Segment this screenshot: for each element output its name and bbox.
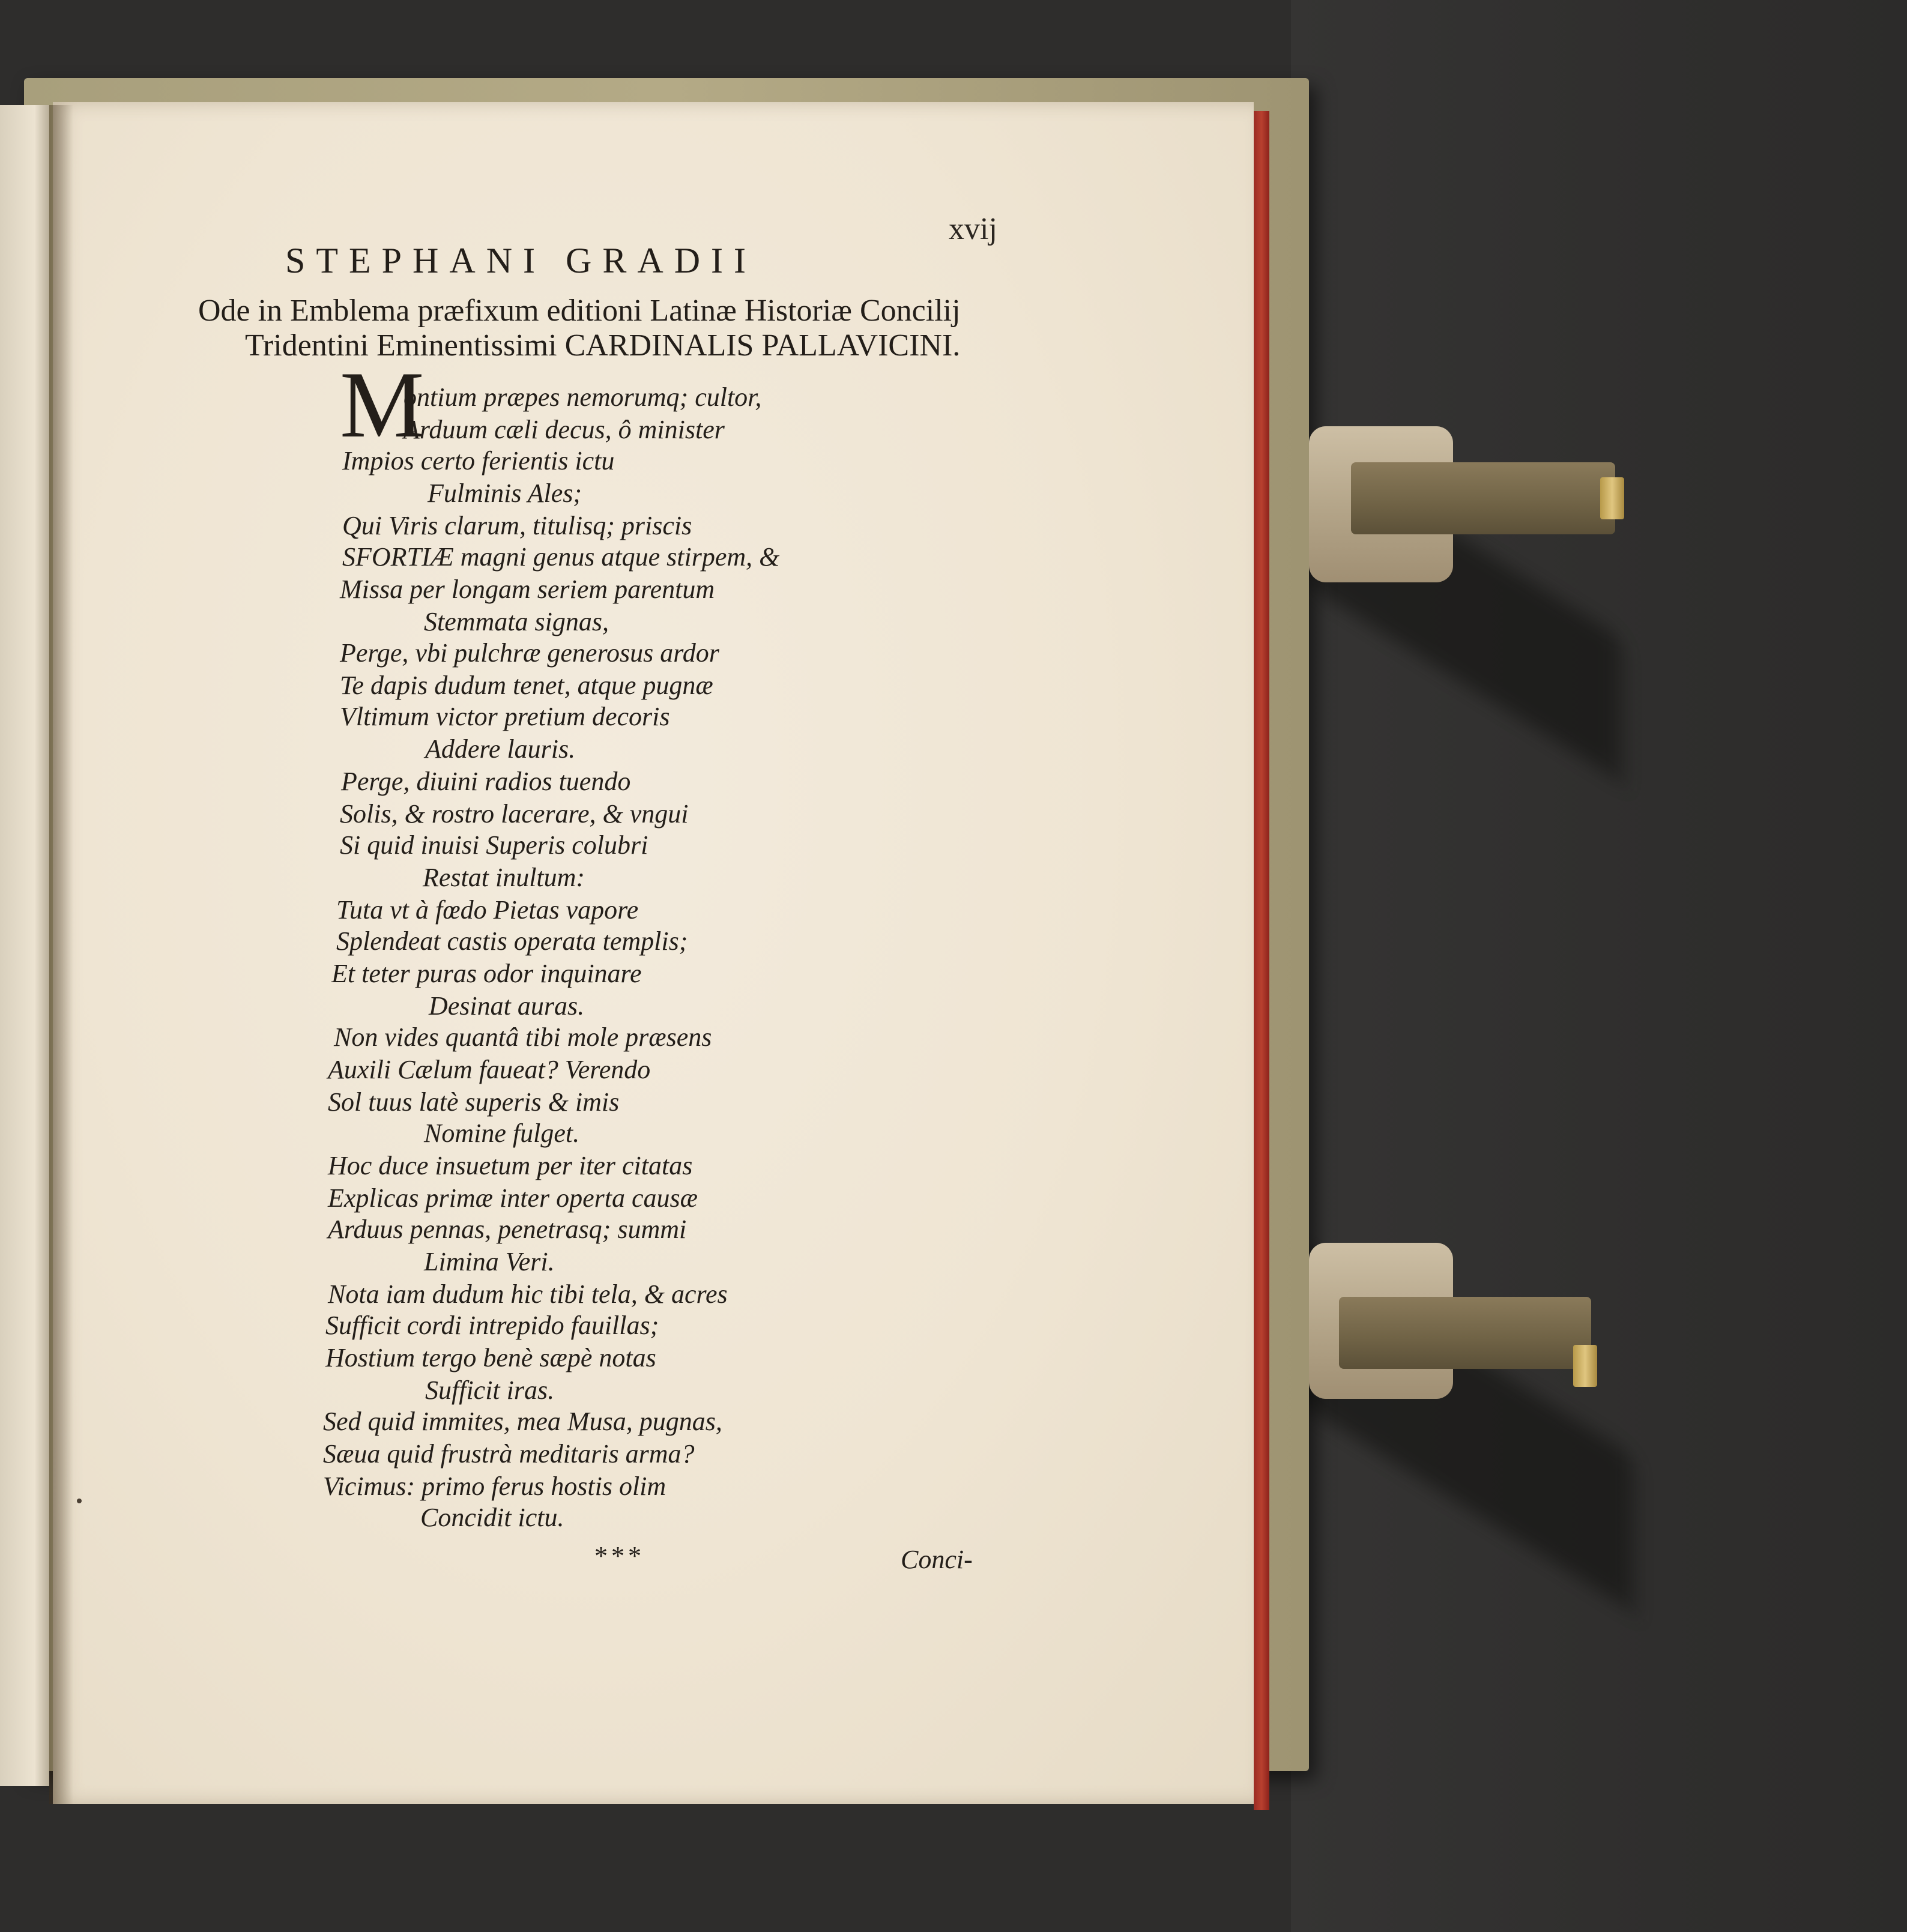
poem-line: SFORTIÆ magni genus atque stirpem, & [342, 542, 780, 572]
poem-line: Vicimus: primo ferus hostis olim [323, 1472, 666, 1501]
poem-line: Hostium tergo benè sæpè notas [325, 1343, 656, 1372]
poem-line: Non vides quantâ tibi mole præsens [334, 1022, 712, 1052]
poem-line: Sufficit iras. [425, 1375, 555, 1405]
poem-line: Limina Veri. [424, 1247, 555, 1276]
poem-line: ontium præpes nemorumq; cultor, [403, 382, 762, 412]
poem-line: Restat inultum: [423, 863, 585, 892]
poem-line: Tuta vt à fœdo Pietas vapore [336, 895, 639, 925]
paper-speck [77, 1499, 82, 1503]
poem-line: Sol tuus latè superis & imis [328, 1087, 620, 1117]
poem-line: Perge, diuini radios tuendo [341, 767, 631, 796]
poem-line: Concidit ictu. [420, 1503, 564, 1532]
poem-line: Et teter puras odor inquinare [331, 959, 642, 988]
author-heading: STEPHANI GRADII [285, 241, 757, 280]
catchword: Conci- [901, 1545, 973, 1574]
ornament-asterisks: *** [594, 1541, 645, 1571]
poem-line: Nomine fulget. [424, 1118, 580, 1148]
poem-line: Splendeat castis operata templis; [336, 926, 688, 956]
poem-line: Si quid inuisi Superis colubri [340, 830, 648, 860]
drop-initial: M [340, 352, 425, 457]
poem-line: Sufficit cordi intrepido fauillas; [325, 1311, 659, 1340]
poem-line: Sæua quid frustrà meditaris arma? [323, 1439, 695, 1469]
poem-line: Desinat auras. [429, 991, 585, 1021]
subtitle-line-2: Tridentini Eminentissimi CARDINALIS PALLAVICINI. [245, 328, 961, 363]
poem-line: Te dapis dudum tenet, atque pugnæ [340, 671, 713, 700]
poem-line: Stemmata signas, [424, 607, 609, 636]
poem-line: Solis, & rostro lacerare, & vngui [340, 799, 689, 829]
poem-line: Impios certo ferientis ictu [342, 446, 615, 475]
poem-line: Arduus pennas, penetrasq; summi [328, 1215, 687, 1244]
poem-line: Missa per longam seriem parentum [340, 575, 715, 604]
poem-line: Addere lauris. [425, 734, 576, 764]
page-number: xvij [949, 212, 997, 246]
poem-line: Auxili Cælum faueat? Verendo [328, 1055, 651, 1084]
poem-line: Fulminis Ales; [428, 478, 582, 508]
poem-line: Explicas primæ inter operta causæ [328, 1183, 698, 1213]
poem-line: Qui Viris clarum, titulisq; priscis [342, 511, 692, 540]
poem-line: Sed quid immites, mea Musa, pugnas, [323, 1407, 722, 1436]
poem-line: Vltimum victor pretium decoris [340, 702, 670, 731]
poem-line: Hoc duce insuetum per iter citatas [328, 1151, 693, 1180]
poem-line: Perge, vbi pulchræ generosus ardor [340, 638, 719, 668]
subtitle-line-1: Ode in Emblema præfixum editioni Latinæ Historiæ Concilij [198, 294, 961, 328]
poem-line: Arduum cæli decus, ô minister [403, 415, 725, 444]
poem-line: Nota iam dudum hic tibi tela, & acres [328, 1279, 728, 1309]
